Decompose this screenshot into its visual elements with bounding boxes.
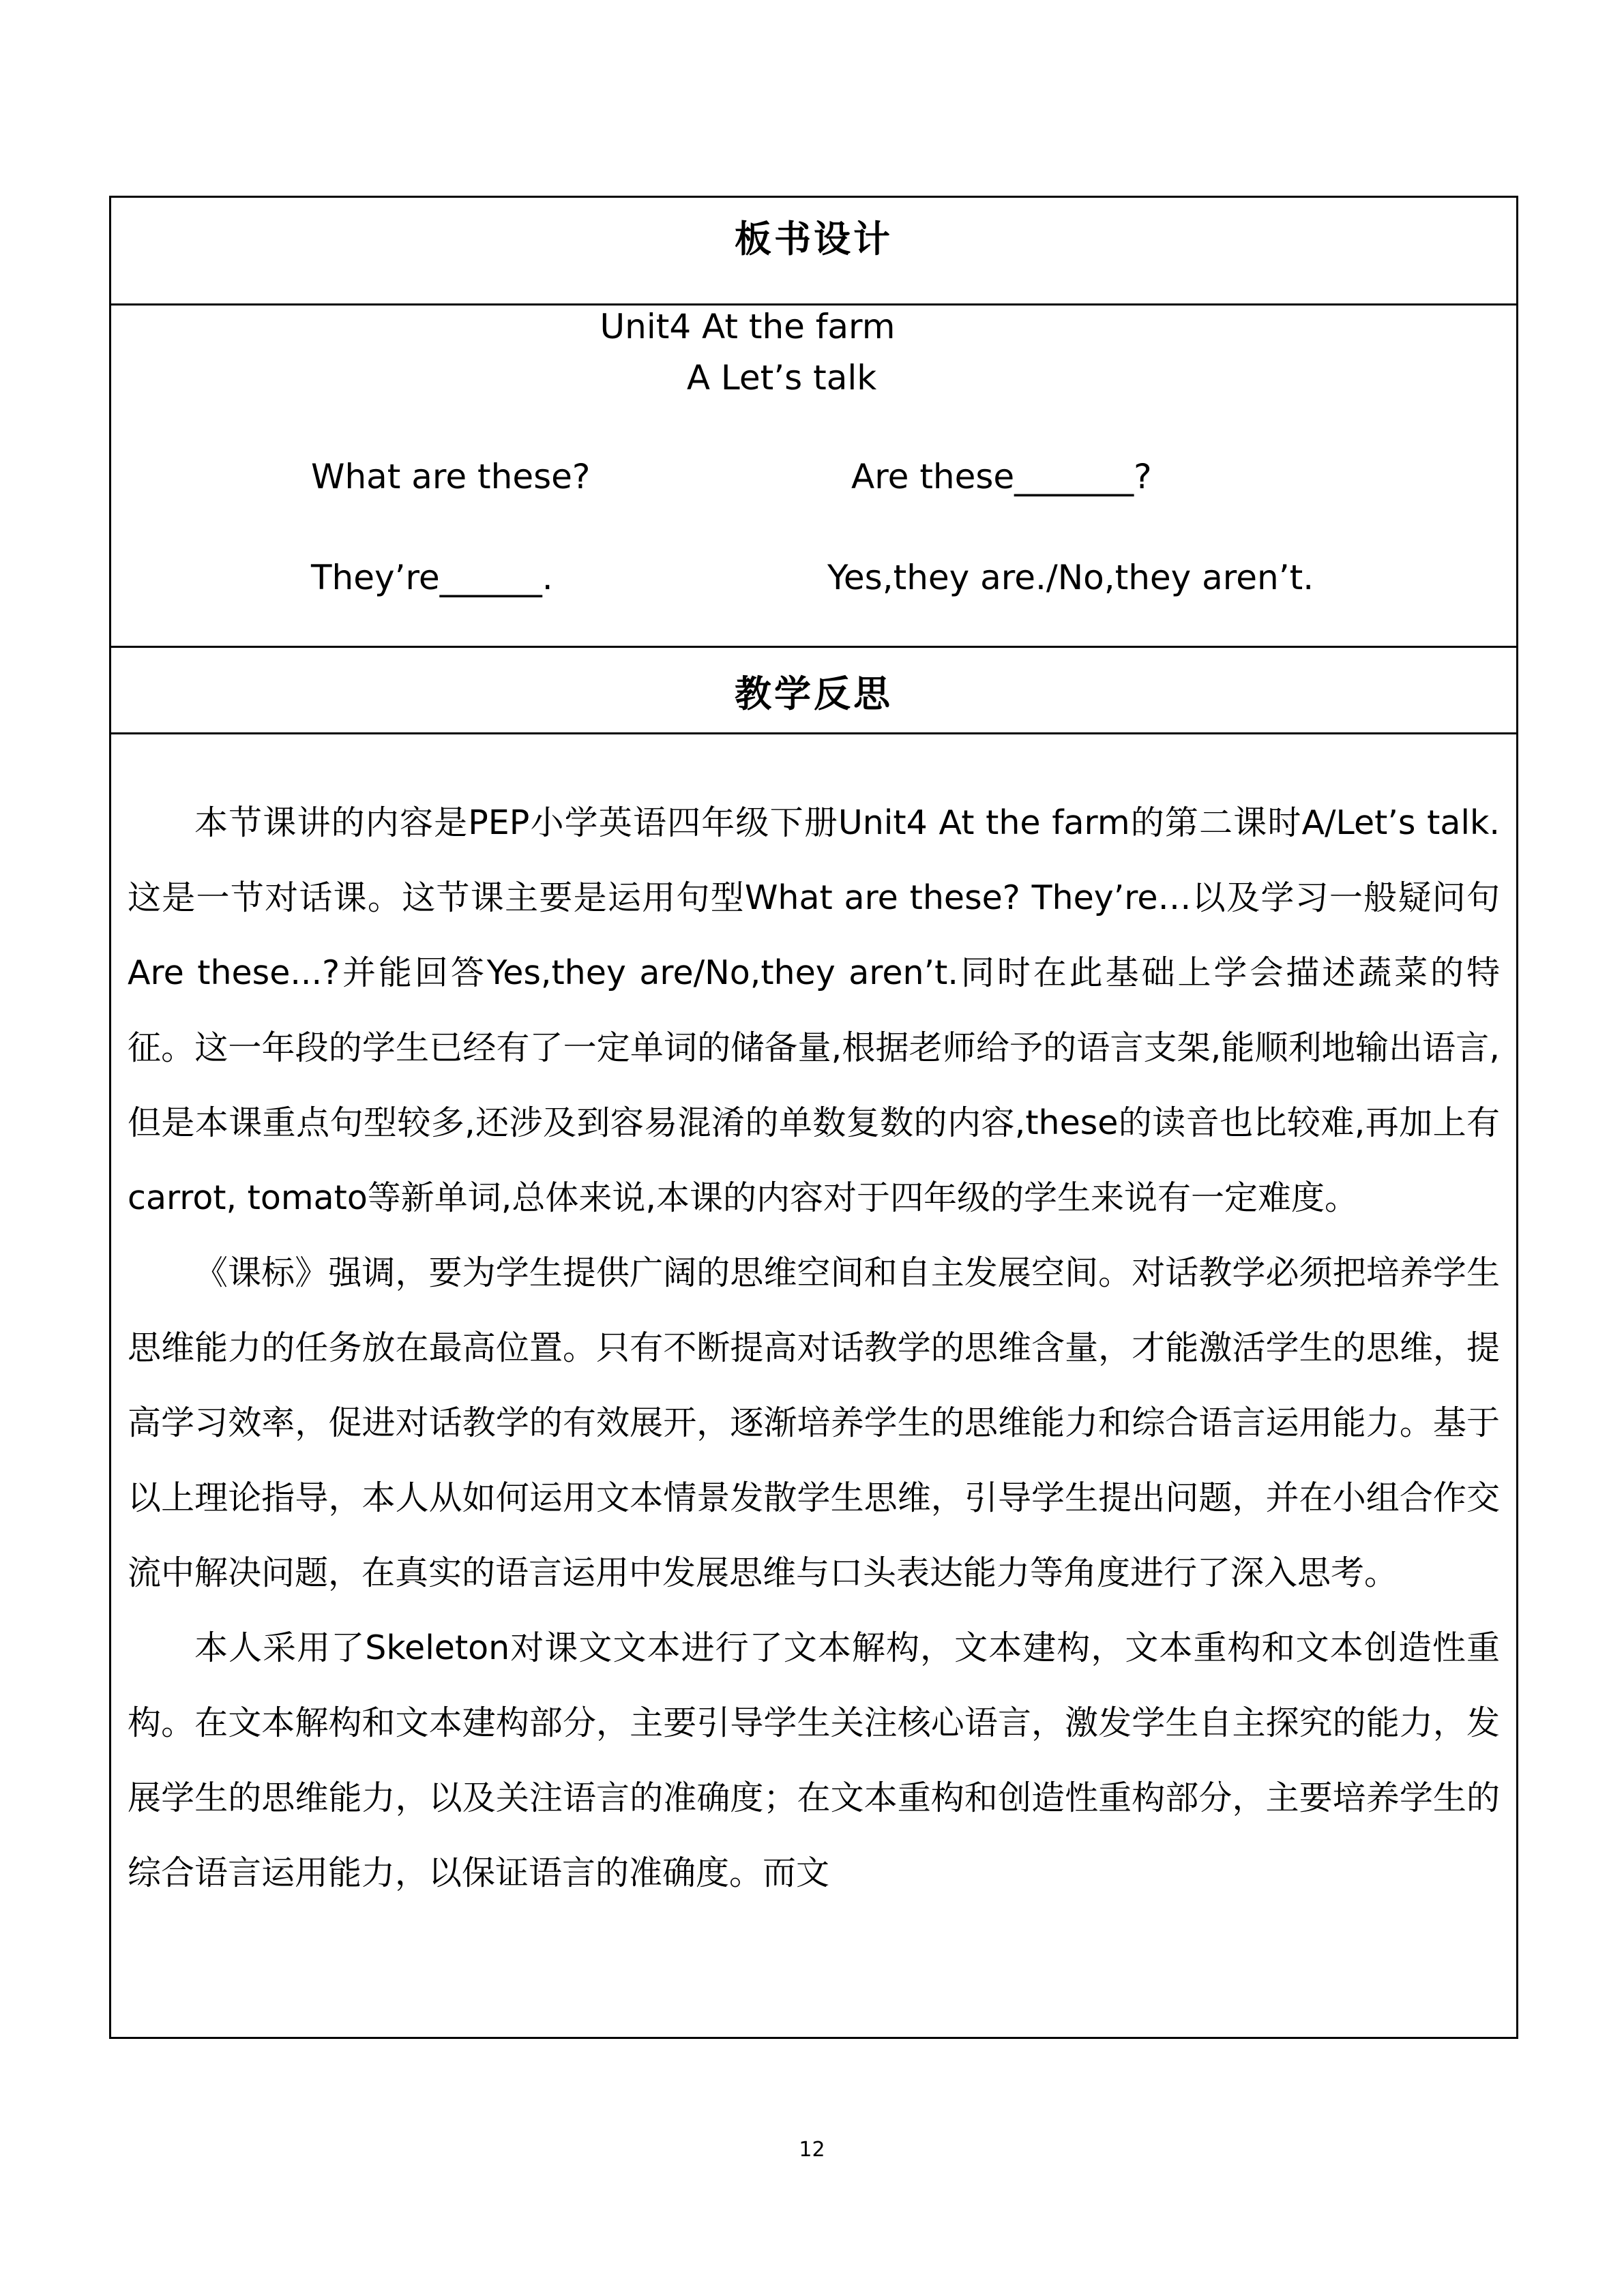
divider [111, 303, 1516, 305]
unit-title: Unit4 At the farm [600, 307, 896, 346]
board-design-title: 板书设计 [735, 218, 893, 260]
board-answer-1: They’re______. [311, 558, 553, 597]
board-answer-2: Yes,they are./No,they aren’t. [827, 558, 1314, 597]
reflection-paragraph: 本节课讲的内容是PEP小学英语四年级下册Unit4 At the farm的第二课时A/Let’s talk.这是一节对话课。这节课主要是运用句型What are these? They’re…以及学习一般疑问句Are these...?并能回答Yes,they are/No,they aren’t.同时在此基础上学会描述蔬菜的特征。这一年段的学生已经有了一定单词的储备量,根据老师给予的语言支架,能顺利地输出语言,但是本课重点句型较多,还涉及到容易混淆的单数复数的内容,these的读音也比较难,再加上有carrot, tomato等新单词,总体来说,本课的内容对于四年级的学生来说有一定难度。 [128, 803, 1500, 1217]
board-question-1: What are these? [311, 457, 591, 496]
lesson-title: A Let’s talk [686, 358, 877, 398]
board-question-2: Are these_______? [851, 457, 1152, 496]
reflection-body [128, 786, 1500, 1911]
page-number: 12 [799, 2138, 825, 2162]
divider [111, 732, 1516, 734]
reflection-title: 教学反思 [735, 672, 893, 715]
divider [111, 646, 1516, 648]
reflection-paragraph: 本人采用了Skeleton对课文文本进行了文本解构，文本建构，文本重构和文本创造性重构。在文本解构和文本建构部分，主要引导学生关注核心语言，激发学生自主探究的能力，发展学生的思维能力，以及关注语言的准确度；在文本重构和创造性重构部分，主要培养学生的综合语言运用能力，以保证语言的准确度。而文 [128, 1628, 1500, 1892]
reflection-paragraph: 《课标》强调，要为学生提供广阔的思维空间和自主发展空间。对话教学必须把培养学生思维能力的任务放在最高位置。只有不断提高对话教学的思维含量，才能激活学生的思维，提高学习效率，促进对话教学的有效展开，逐渐培养学生的思维能力和综合语言运用能力。基于以上理论指导，本人从如何运用文本情景发散学生思维，引导学生提出问题，并在小组合作交流中解决问题，在真实的语言运用中发展思维与口头表达能力等角度进行了深入思考。 [128, 1253, 1500, 1592]
